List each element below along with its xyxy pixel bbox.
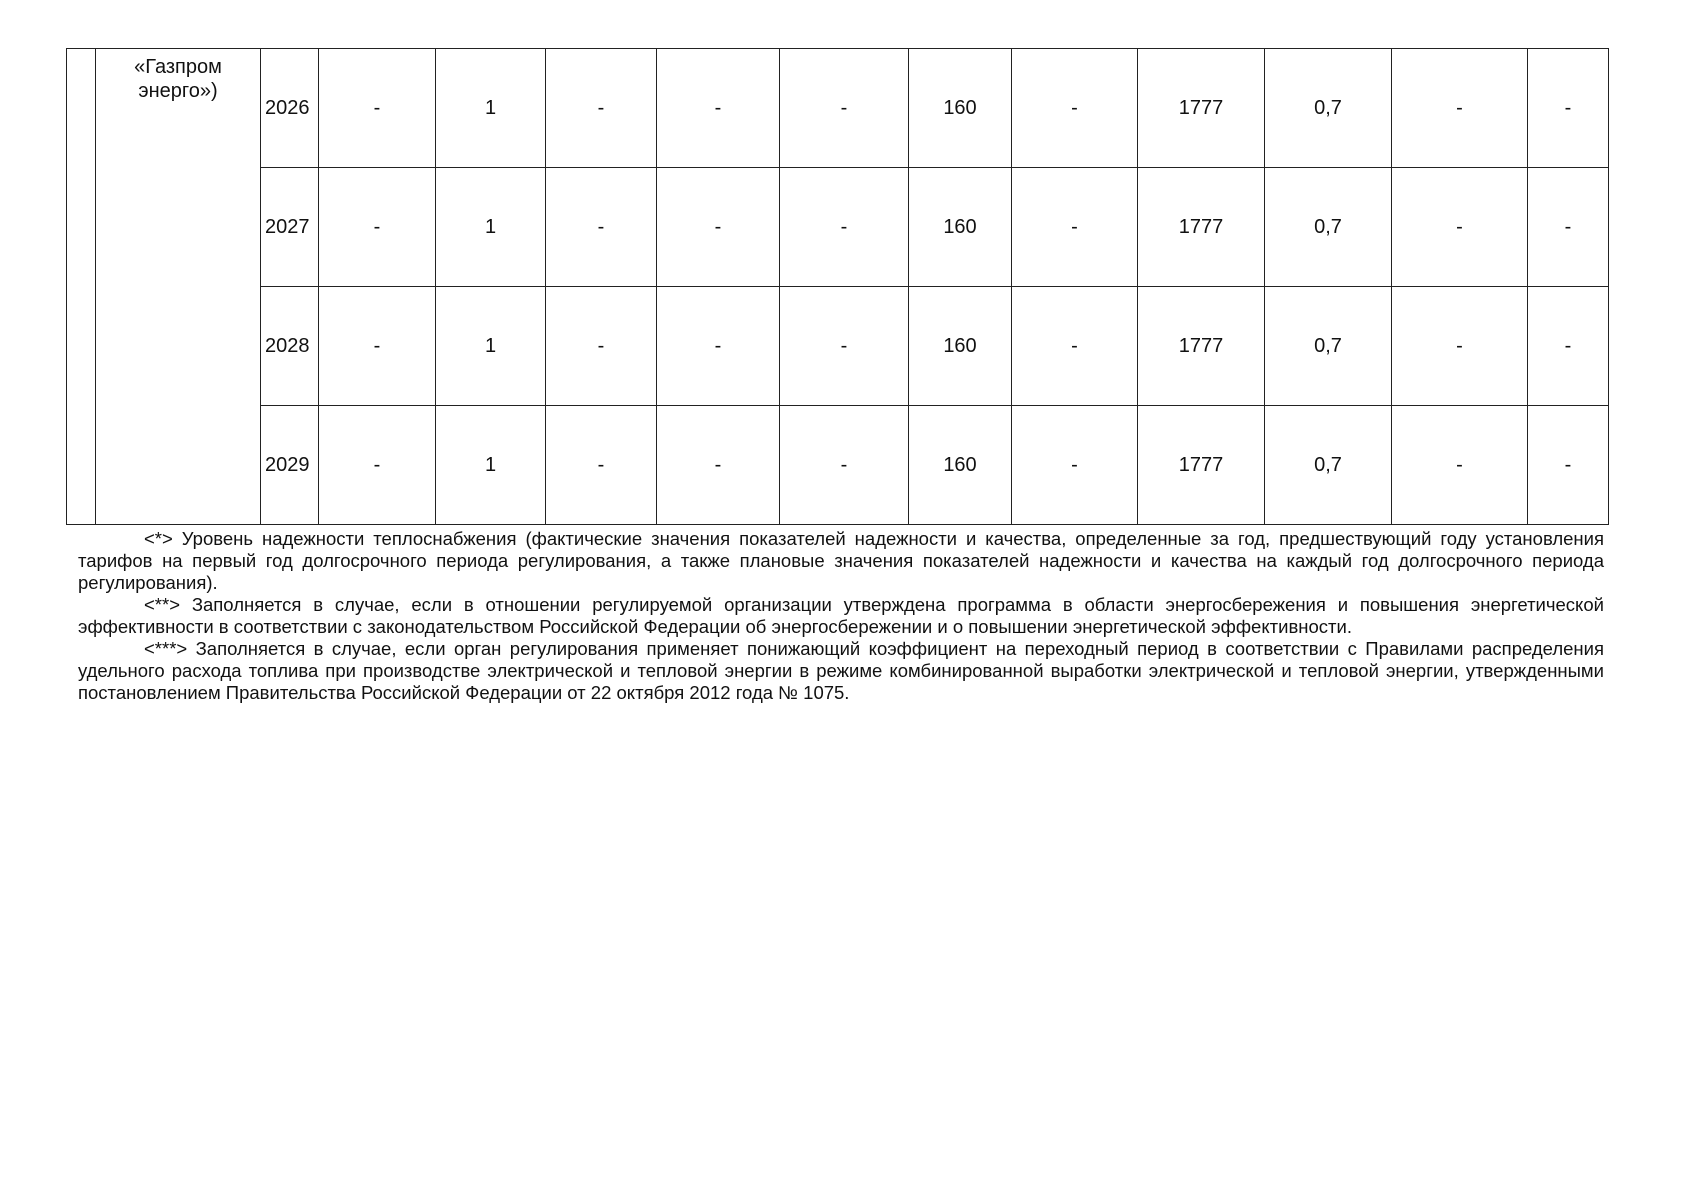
table-cell: - xyxy=(1392,168,1528,287)
table-cell: 0,7 xyxy=(1265,406,1392,525)
row-number-cell xyxy=(67,49,96,525)
table-cell: 1777 xyxy=(1138,168,1265,287)
footnote-reduction-coefficient: <***> Заполняется в случае, если орган регулирования применяет понижающий коэффициент на переходный период в соответствии с Правилами распределения удельного расхода топлива при производстве электрической и тепловой энергии в режиме комбинированной выработки электрической и тепловой энергии, утвержденными постановлением Правительства Российской Федерации от 22 октября 2012 года № 1075. xyxy=(78,638,1604,703)
table-cell: - xyxy=(319,287,436,406)
year-cell: 2026 xyxy=(261,49,319,168)
table-cell: 0,7 xyxy=(1265,168,1392,287)
table-cell: - xyxy=(1392,49,1528,168)
table-cell: - xyxy=(657,406,780,525)
table-cell: 1777 xyxy=(1138,49,1265,168)
table-cell: - xyxy=(657,287,780,406)
table-cell: - xyxy=(1528,406,1609,525)
table-cell: - xyxy=(1392,287,1528,406)
table-cell: - xyxy=(319,406,436,525)
footnote-reliability: <*> Уровень надежности теплоснабжения (фактические значения показателей надежности и качества, определенные за год, предшествующий году установления тарифов на первый год долгосрочного периода регулирования, а также плановые значения показателей надежности и качества на каждый год долгосрочного периода регулирования). xyxy=(78,528,1604,593)
table-cell: - xyxy=(1012,49,1138,168)
table-cell: - xyxy=(780,168,909,287)
table-cell: 1777 xyxy=(1138,287,1265,406)
table-cell: - xyxy=(1392,406,1528,525)
table-cell: - xyxy=(1528,287,1609,406)
table-cell: 1 xyxy=(436,406,546,525)
footnote-energy-saving: <**> Заполняется в случае, если в отношении регулируемой организации утверждена программа в области энергосбережения и повышения энергетической эффективности в соответствии с законодательством Российской Федерации об энергосбережении и о повышении энергетической эффективности. xyxy=(78,594,1604,637)
table-row xyxy=(67,49,1609,168)
table-cell: 0,7 xyxy=(1265,49,1392,168)
tariff-indicators-table xyxy=(66,48,1609,525)
table-cell: - xyxy=(780,49,909,168)
table-cell: - xyxy=(546,168,657,287)
year-cell: 2029 xyxy=(261,406,319,525)
table-row xyxy=(67,168,1609,287)
table-cell: 160 xyxy=(909,287,1012,406)
table-cell: 1 xyxy=(436,49,546,168)
table-cell: - xyxy=(1012,168,1138,287)
table-cell: - xyxy=(1012,406,1138,525)
table-cell: - xyxy=(546,406,657,525)
table-row xyxy=(67,406,1609,525)
table-cell: - xyxy=(319,49,436,168)
table-cell: - xyxy=(657,49,780,168)
table-cell: - xyxy=(1528,49,1609,168)
table-cell: 1777 xyxy=(1138,406,1265,525)
table-cell: - xyxy=(780,406,909,525)
year-cell: 2027 xyxy=(261,168,319,287)
organization-cell: «Газпром энерго») xyxy=(96,49,261,525)
table-cell: - xyxy=(319,168,436,287)
table-cell: - xyxy=(1012,287,1138,406)
table-cell: - xyxy=(1528,168,1609,287)
table-cell: - xyxy=(780,287,909,406)
table-cell: 160 xyxy=(909,406,1012,525)
table-cell: 160 xyxy=(909,168,1012,287)
footnotes xyxy=(78,528,1604,704)
table-cell: - xyxy=(546,49,657,168)
table-cell: 1 xyxy=(436,168,546,287)
table-row xyxy=(67,287,1609,406)
table-cell: 1 xyxy=(436,287,546,406)
year-cell: 2028 xyxy=(261,287,319,406)
table-cell: - xyxy=(657,168,780,287)
table-cell: - xyxy=(546,287,657,406)
table-cell: 160 xyxy=(909,49,1012,168)
table-cell: 0,7 xyxy=(1265,287,1392,406)
